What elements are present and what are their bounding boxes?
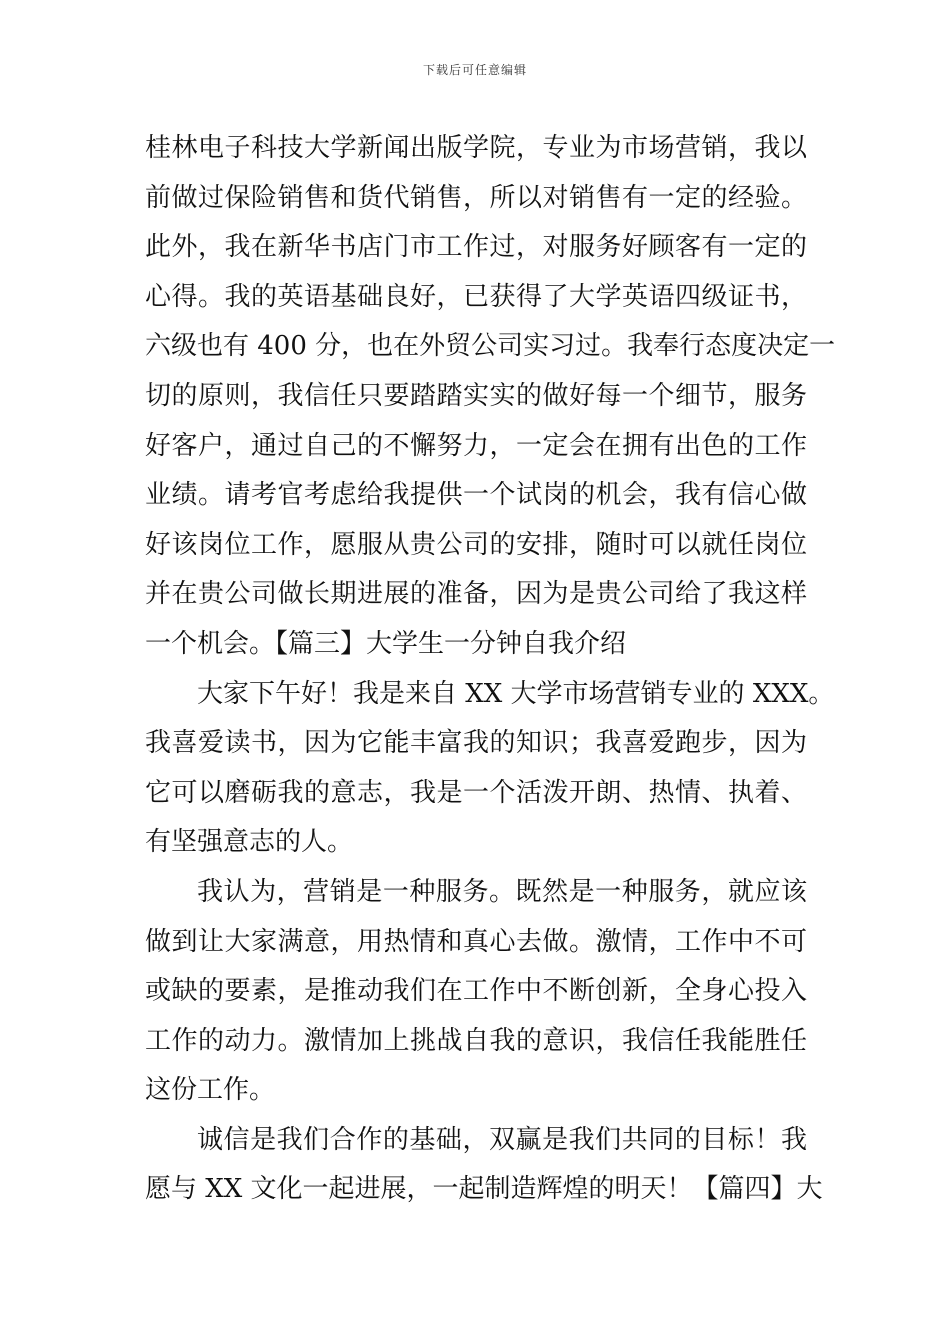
text-line: 我认为，营销是一种服务。既然是一种服务，就应该 (197, 876, 807, 907)
text-line: 切的原则，我信任只要踏踏实实的做好每一个细节，服务 (145, 380, 807, 411)
paragraph-1 (145, 124, 836, 670)
text-line: 并在贵公司做长期进展的准备，因为是贵公司给了我这样 (145, 579, 807, 610)
text-line: 一个机会。【篇三】大学生一分钟自我介绍 (145, 628, 627, 659)
paragraph-3 (145, 868, 807, 1116)
text-line: 有坚强意志的人。 (145, 827, 354, 858)
paragraph-2 (145, 670, 835, 868)
text-line: 好该岗位工作，愿服从贵公司的安排，随时可以就任岗位 (145, 529, 807, 560)
text-line: 工作的动力。激情加上挑战自我的意识，我信任我能胜任 (145, 1025, 807, 1056)
text-line: 心得。我的英语基础良好，已获得了大学英语四级证书， (145, 281, 807, 312)
paragraph-4 (145, 1116, 823, 1215)
text-line: 它可以磨砺我的意志，我是一个活泼开朗、热情、执着、 (145, 777, 807, 808)
text-line: 六级也有 400 分，也在外贸公司实习过。我奉行态度决定一 (145, 331, 836, 362)
text-line: 大家下午好！我是来自 XX 大学市场营销专业的 XXX。 (197, 678, 835, 709)
text-line: 这份工作。 (145, 1075, 276, 1106)
text-line: 业绩。请考官考虑给我提供一个试岗的机会，我有信心做 (145, 480, 807, 511)
text-line: 做到让大家满意，用热情和真心去做。激情，工作中不可 (145, 926, 807, 957)
page-header: 下载后可任意编辑 (422, 63, 527, 77)
text-line: 桂林电子科技大学新闻出版学院，专业为市场营销，我以 (145, 133, 807, 163)
text-line: 诚信是我们合作的基础，双赢是我们共同的目标！我 (197, 1124, 807, 1155)
text-line: 我喜爱读书，因为它能丰富我的知识；我喜爱跑步，因为 (145, 728, 807, 759)
text-line: 前做过保险销售和货代销售，所以对销售有一定的经验。 (145, 182, 807, 213)
text-line: 愿与 XX 文化一起进展，一起制造辉煌的明天！【篇四】大 (145, 1174, 823, 1205)
text-line: 或缺的要素，是推动我们在工作中不断创新，全身心投入 (145, 976, 807, 1007)
text-line: 此外，我在新华书店门市工作过，对服务好顾客有一定的 (145, 232, 807, 263)
text-line: 好客户，通过自己的不懈努力，一定会在拥有出色的工作 (145, 430, 807, 461)
document-body (145, 124, 836, 1215)
